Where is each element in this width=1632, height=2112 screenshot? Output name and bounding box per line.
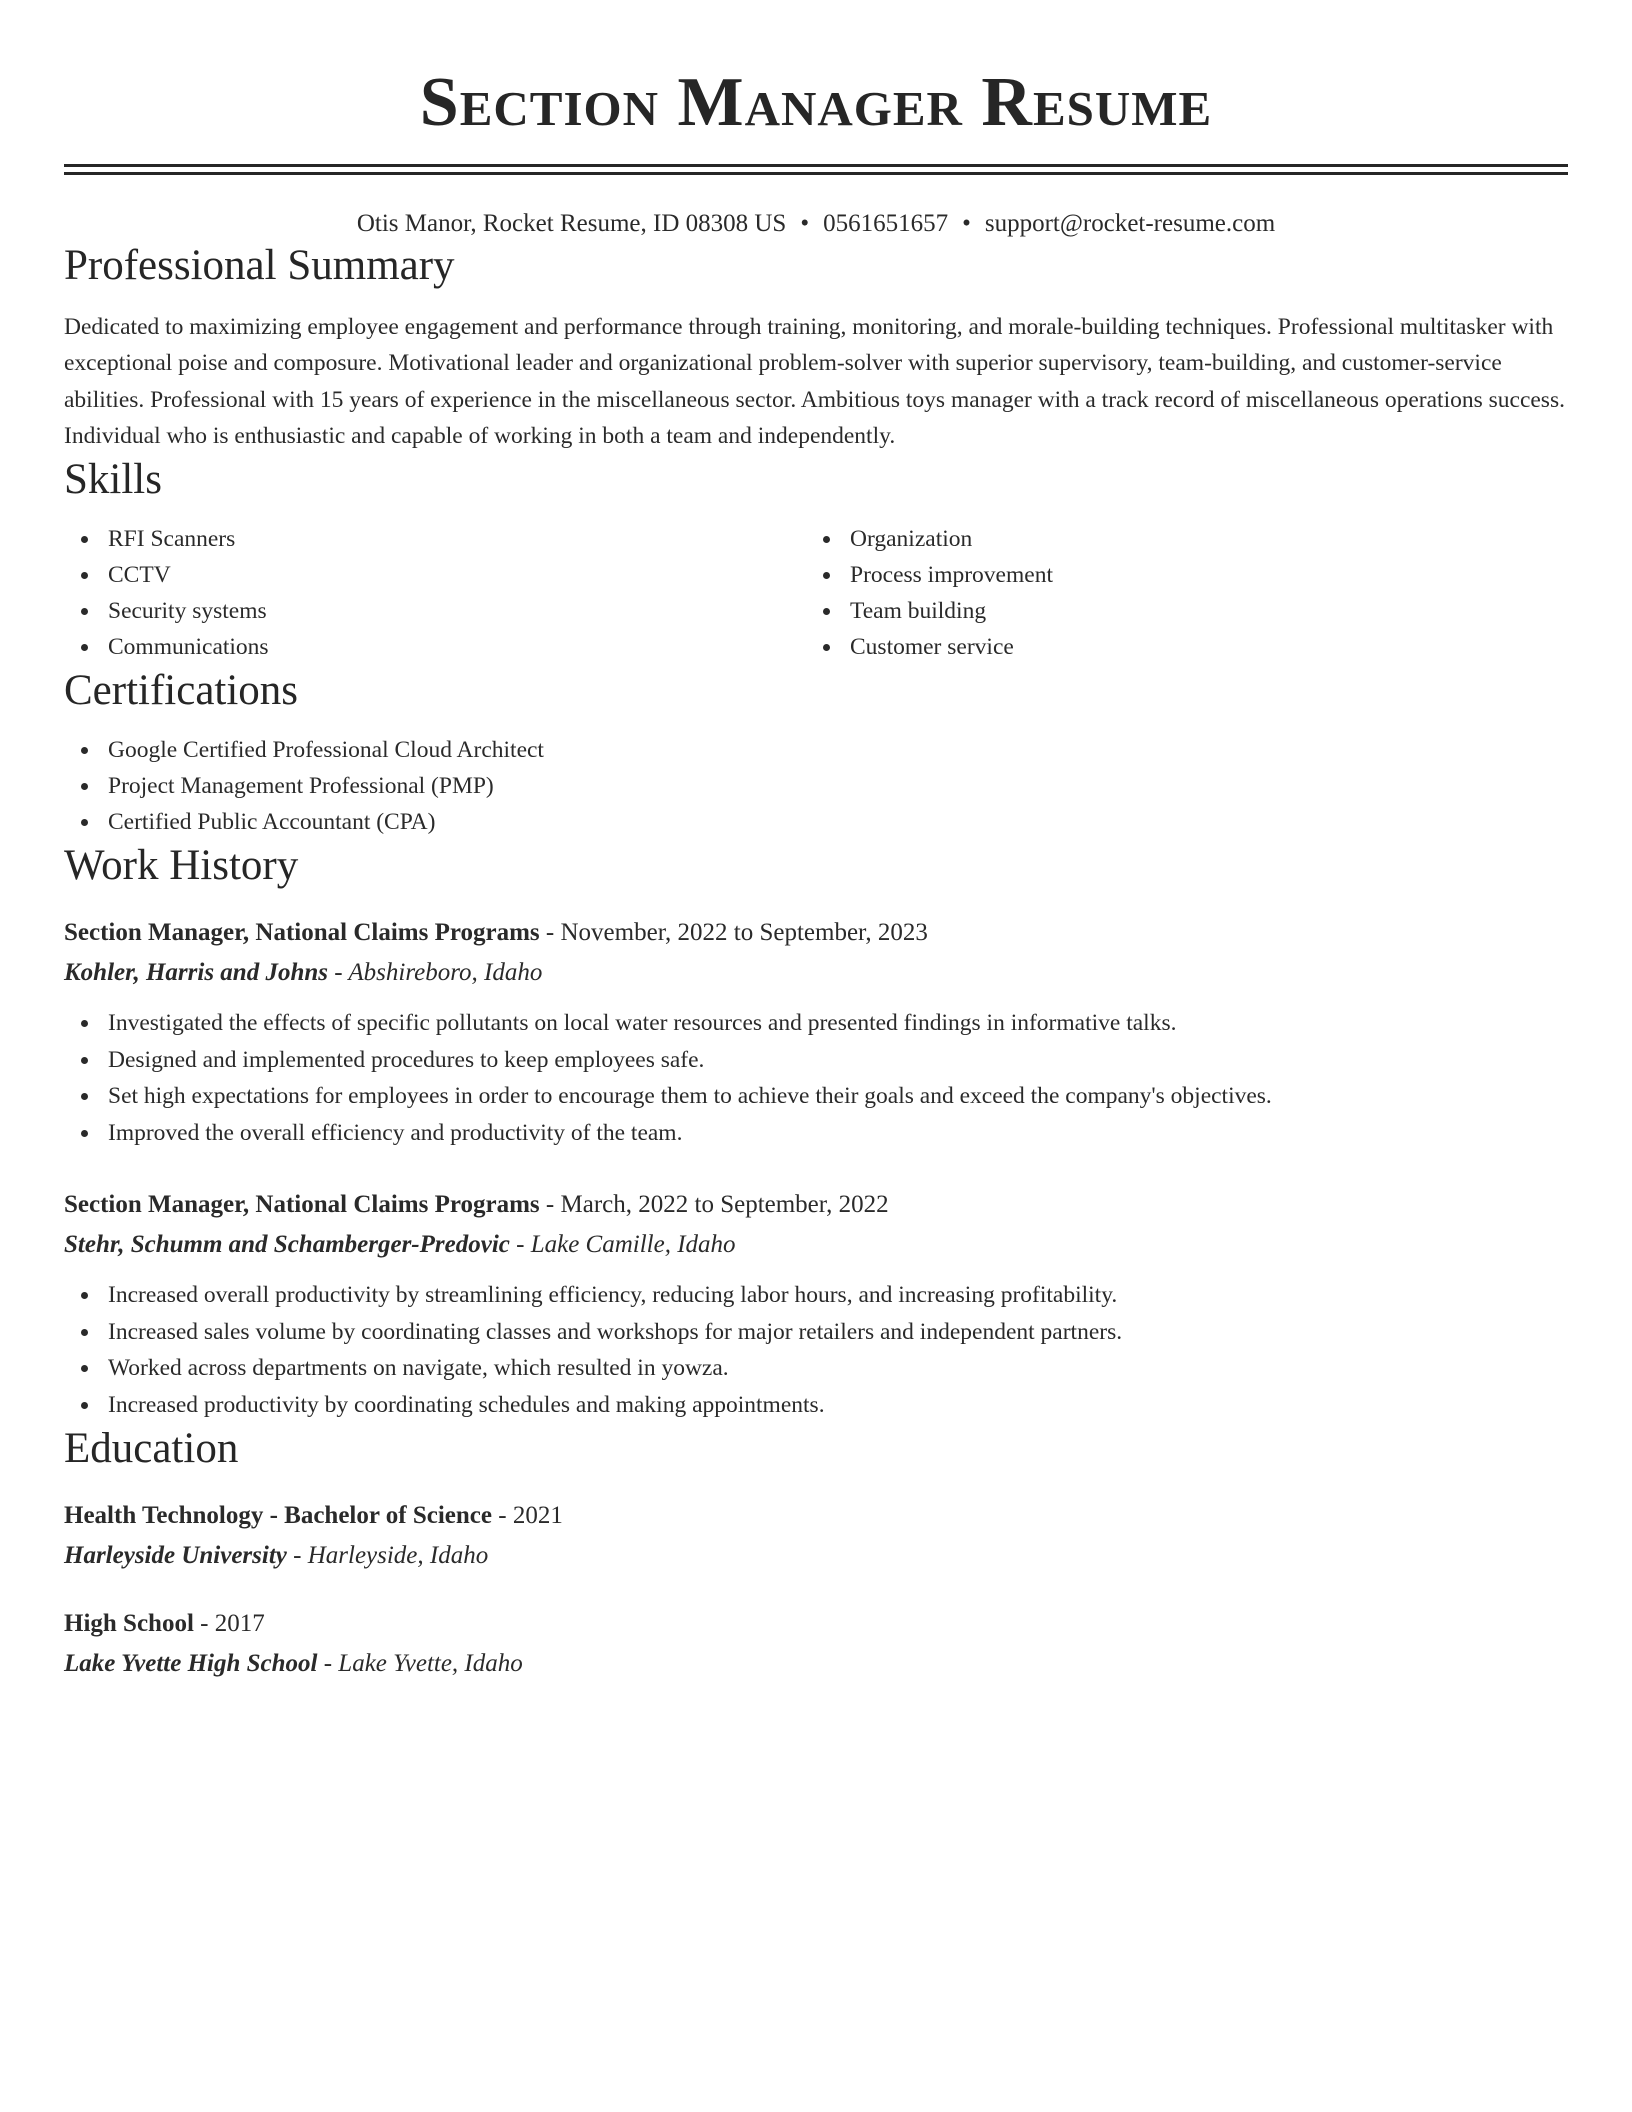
contact-separator: • (800, 210, 810, 237)
job-location: - Abshireboro, Idaho (334, 959, 543, 987)
skill-item: RFI Scanners (64, 521, 806, 557)
education-degree-line (64, 1499, 1568, 1533)
job-title-line (64, 916, 1568, 950)
education-school: Harleyside University (64, 1542, 287, 1570)
contact-separator: • (962, 210, 971, 237)
education-location: - Harleyside, Idaho (293, 1542, 489, 1570)
certification-item: Certified Public Accountant (CPA) (64, 804, 1568, 840)
job-bullet: Designed and implemented procedures to keep employees safe. (64, 1042, 1568, 1079)
education-degree: High School (64, 1610, 194, 1638)
job-bullet: Set high expectations for employees in order to encourage them to achieve their goals and exceed the company's objectives. (64, 1078, 1568, 1115)
education-year: - 2017 (200, 1610, 265, 1638)
skill-item: CCTV (64, 557, 806, 593)
skills-grid (64, 521, 1568, 665)
summary-heading: Professional Summary (64, 242, 455, 289)
education-heading: Education (64, 1425, 239, 1473)
job-bullet: Increased productivity by coordinating schedules and making appointments. (64, 1387, 1568, 1424)
job-bullet-list (64, 1277, 1568, 1423)
title-divider (64, 164, 1568, 175)
education-year: - 2021 (498, 1502, 563, 1530)
job-bullet: Improved the overall efficiency and productivity of the team. (64, 1115, 1568, 1152)
skill-item: Team building (806, 593, 1548, 629)
skills-column-right (806, 521, 1548, 665)
contact-email: support@rocket-resume.com (984, 210, 1276, 237)
education-school: Lake Yvette High School (64, 1650, 318, 1678)
certification-item: Google Certified Professional Cloud Architect (64, 732, 1568, 768)
education-degree: Health Technology - Bachelor of Science (64, 1502, 492, 1530)
skills-column-left (64, 521, 806, 665)
job-bullet: Worked across departments on navigate, which resulted in yowza. (64, 1350, 1568, 1387)
work-history-heading: Work History (64, 842, 299, 890)
contact-address: Otis Manor, Rocket Resume, ID 08308 US (356, 210, 787, 237)
job-dates: - November, 2022 to September, 2023 (545, 919, 928, 947)
job-title: Section Manager, National Claims Programs (64, 1191, 540, 1219)
education-school-line (64, 1647, 1568, 1681)
job-employer: Stehr, Schumm and Schamberger-Predovic (64, 1231, 510, 1259)
job-employer-line (64, 956, 1568, 990)
certification-item: Project Management Professional (PMP) (64, 768, 1568, 804)
certifications-list (64, 732, 1568, 840)
certifications-heading: Certifications (64, 667, 299, 715)
education-school-line (64, 1539, 1568, 1573)
skills-heading: Skills (64, 456, 162, 504)
skills-list-right (806, 521, 1548, 665)
skill-item: Organization (806, 521, 1548, 557)
resume-title: Section Manager Resume (419, 64, 1213, 141)
education-location: - Lake Yvette, Idaho (323, 1650, 523, 1678)
job-entry (64, 916, 1568, 1151)
job-bullet: Increased sales volume by coordinating classes and workshops for major retailers and independent partners. (64, 1314, 1568, 1351)
job-bullet: Investigated the effects of specific pollutants on local water resources and presented findings in informative talks. (64, 1005, 1568, 1042)
job-bullet-list (64, 1005, 1568, 1151)
skill-item: Process improvement (806, 557, 1548, 593)
job-dates: - March, 2022 to September, 2022 (545, 1191, 889, 1219)
education-entry (64, 1499, 1568, 1573)
education-degree-line (64, 1607, 1568, 1641)
job-bullet: Increased overall productivity by streamlining efficiency, reducing labor hours, and increasing profitability. (64, 1277, 1568, 1314)
summary-text: Dedicated to maximizing employee engagement and performance through training, monitoring, and morale-building techniques. Professional multitasker with exceptional poise and composure. Motivational leader and organizational problem-solver with superior supervisory, team-building, and customer-service abilities. Professional with 15 years of experience in the miscellaneous sector. Ambitious toys manager with a track record of miscellaneous operations success. Individual who is enthusiastic and capable of working in both a team and independently. (64, 314, 1565, 449)
job-employer-line (64, 1228, 1568, 1262)
education-entry (64, 1607, 1568, 1681)
contact-phone: 0561651657 (823, 210, 949, 237)
job-location: - Lake Camille, Idaho (516, 1231, 736, 1259)
job-title-line (64, 1188, 1568, 1222)
job-employer: Kohler, Harris and Johns (64, 959, 328, 987)
skill-item: Customer service (806, 629, 1548, 665)
skills-list-left (64, 521, 806, 665)
skill-item: Communications (64, 629, 806, 665)
job-entry (64, 1188, 1568, 1423)
contact-line (64, 208, 1568, 240)
job-title: Section Manager, National Claims Programs (64, 919, 540, 947)
skill-item: Security systems (64, 593, 806, 629)
